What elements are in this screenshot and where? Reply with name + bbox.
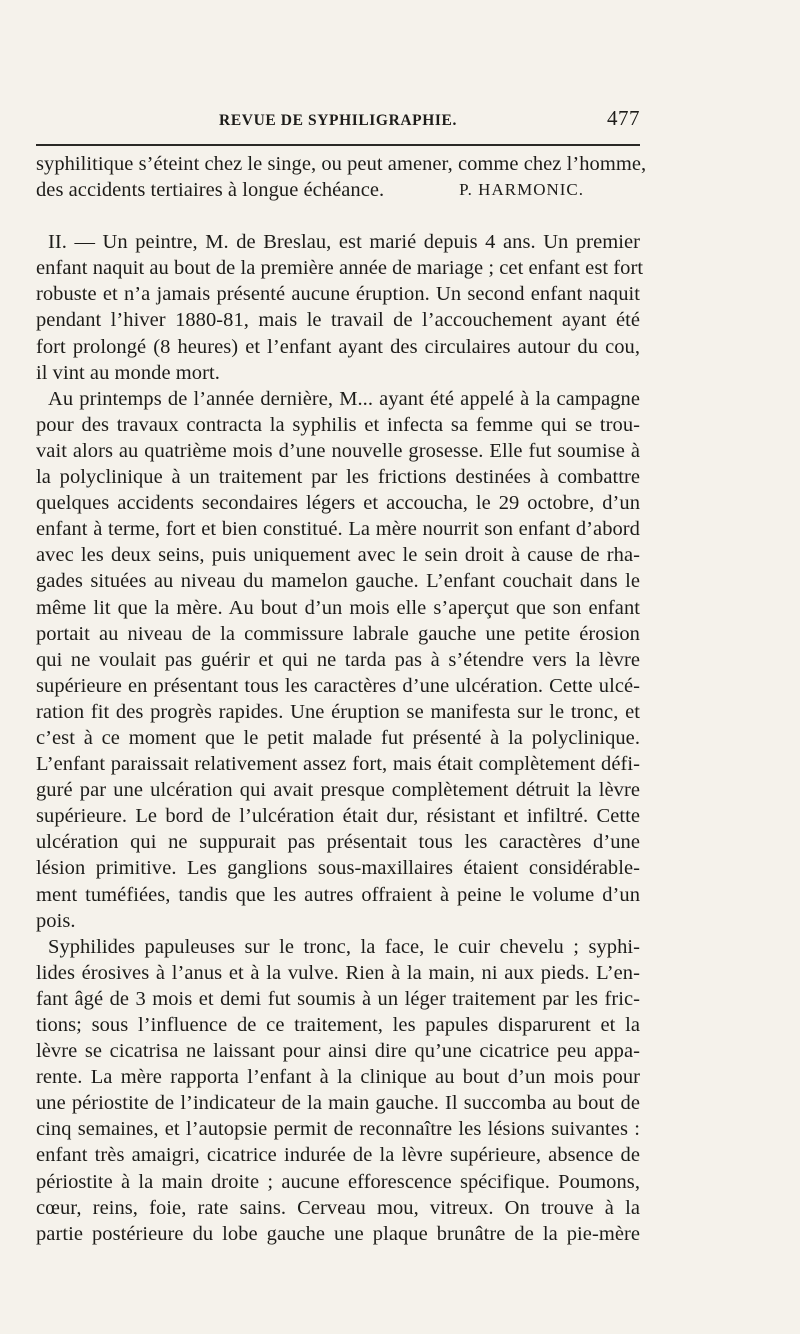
signature-line xyxy=(36,177,640,203)
text-line: Au printemps de l’année dernière, M... ayant été appelé à la campagne xyxy=(48,387,640,410)
text-line: vait alors au quatrième mois d’une nouvelle grosesse. Elle fut soumise à xyxy=(36,439,640,462)
text-line: ration fit des progrès rapides. Une éruption se manifesta sur le tronc, et xyxy=(36,700,640,723)
text-line: tions; sous l’influence de ce traitement, les papules disparurent et la xyxy=(36,1014,640,1036)
text-line: lésion primitive. Les ganglions sous-maxillaires étaient considérable- xyxy=(36,857,640,880)
text-line: avec les deux seins, puis uniquement avec le sein droit à cause de rha- xyxy=(36,544,640,567)
text-line: périostite à la main droite ; aucune efforescence spécifique. Poumons, xyxy=(36,1170,640,1193)
text-line: pour des travaux contracta la syphilis et infecta sa femme qui se trou- xyxy=(36,413,640,436)
text-line: Syphilides papuleuses sur le tronc, la face, le cuir chevelu ; syphi- xyxy=(48,935,640,958)
text-line: cinq semaines, et l’autopsie permit de reconnaître les lésions suivantes : xyxy=(36,1118,640,1141)
text-line: rente. La mère rapporta l’enfant à la clinique au bout d’un mois pour xyxy=(36,1066,640,1089)
text-line: enfant naquit au bout de la première année de mariage ; cet enfant est fort xyxy=(36,257,644,280)
text-line: enfant très amaigri, cicatrice indurée de la lèvre supérieure, absence de xyxy=(36,1144,640,1167)
section-gap xyxy=(36,203,640,229)
paragraph-2 xyxy=(36,386,640,934)
text-line: guré par une ulcération qui avait presque complètement détruit la lèvre xyxy=(36,779,640,802)
text-line: gades situées au niveau du mamelon gauche. L’enfant couchait dans le xyxy=(36,570,640,593)
text-line: II. — Un peintre, M. de Breslau, est marié depuis 4 ans. Un premier xyxy=(48,231,640,254)
text-line: une périostite de l’indicateur de la main gauche. Il succomba au bout de xyxy=(36,1092,640,1115)
text-line: supérieure. Le bord de l’ulcération était dur, résistant et infiltré. Cette xyxy=(36,805,640,828)
text-line: partie postérieure du lobe gauche une plaque brunâtre de la pie-mère xyxy=(36,1222,640,1245)
text-line: la polyclinique à un traitement par les frictions destinées à combattre xyxy=(36,466,640,489)
text-line: il vint au monde mort. xyxy=(36,361,220,384)
page-number: 477 xyxy=(607,106,640,130)
text-line: syphilitique s’éteint chez le singe, ou peut amener, comme chez l’homme, xyxy=(36,153,647,175)
running-head: REVUE DE SYPHILIGRAPHIE. xyxy=(219,112,457,129)
text-line: lèvre se cicatrisa ne laissant pour ainsi dire qu’une cicatrice peu appa- xyxy=(36,1040,640,1063)
paragraph-3 xyxy=(36,934,640,1247)
body-text xyxy=(36,151,647,1247)
text-line: quelques accidents secondaires légers et accoucha, le 29 octobre, d’un xyxy=(36,492,640,515)
text-line: des accidents tertiaires à longue échéance. xyxy=(36,179,385,202)
header-rule xyxy=(36,144,640,146)
text-line: lides érosives à l’anus et à la vulve. Rien à la main, ni aux pieds. L’en- xyxy=(36,961,640,984)
text-line: ment tuméfiées, tandis que les autres offraient à peine le volume d’un xyxy=(36,883,640,906)
text-line: robuste et n’a jamais présenté aucune éruption. Un second enfant naquit xyxy=(36,283,640,306)
text-line: fort prolongé (8 heures) et l’enfant ayant des circulaires autour du cou, xyxy=(36,335,640,358)
page-header xyxy=(36,106,640,136)
text-line: ulcération qui ne suppurait pas présentait tous les caractères d’une xyxy=(36,831,640,854)
text-line: L’enfant paraissait relativement assez fort, mais était complètement défi- xyxy=(36,753,640,776)
text-line: cœur, reins, foie, rate sains. Cerveau mou, vitreux. On trouve à la xyxy=(36,1196,640,1219)
text-line: qui ne voulait pas guérir et qui ne tarda pas à s’étendre vers la lèvre xyxy=(36,648,640,671)
author-signature: P. HARMONIC. xyxy=(459,180,584,200)
paragraph-1 xyxy=(36,229,644,386)
text-line: c’est à ce moment que le petit malade fut présenté à la polyclinique. xyxy=(36,726,640,749)
text-line: enfant à terme, fort et bien constitué. La mère nourrit son enfant d’abord xyxy=(36,518,640,541)
text-line: pois. xyxy=(36,909,76,932)
text-line: même lit que la mère. Au bout d’un mois elle s’aperçut que son enfant xyxy=(36,596,640,619)
text-line: portait au niveau de la commissure labrale gauche une petite érosion xyxy=(36,622,640,645)
text-line: supérieure en présentant tous les caractères d’une ulcération. Cette ulcé- xyxy=(36,674,640,697)
text-line: pendant l’hiver 1880-81, mais le travail de l’accouchement ayant été xyxy=(36,309,640,332)
text-line: fant âgé de 3 mois et demi fut soumis à un léger traitement par les fric- xyxy=(36,987,640,1010)
